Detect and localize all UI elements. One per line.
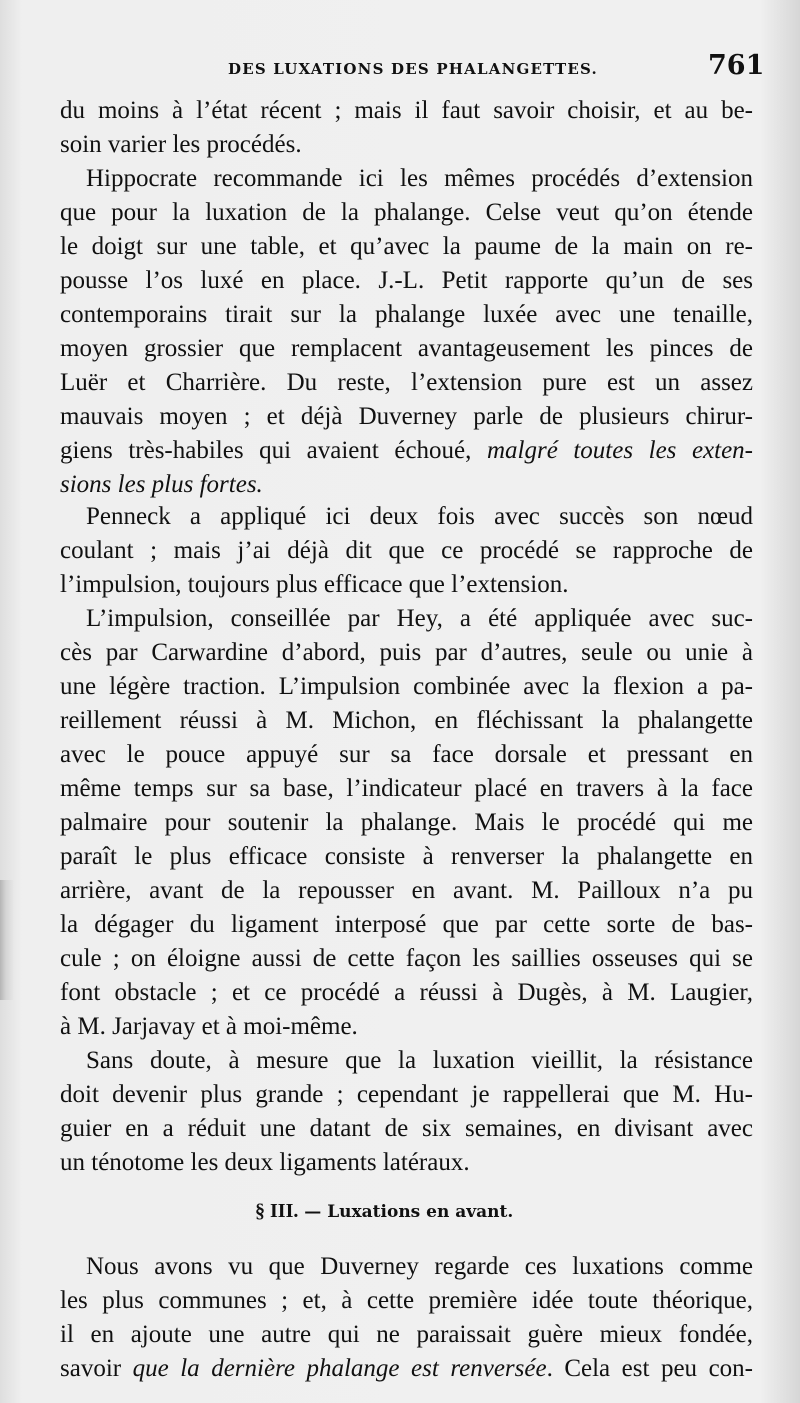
page-edge-shadow [0, 880, 14, 1000]
text-line: contemporains tirait sur la phalange luxée avec une tenaille, [60, 301, 753, 328]
italic-span: sions les plus fortes. [60, 471, 263, 498]
text-line: mauvais moyen ; et déjà Duverney parle de plusieurs chirur- [60, 403, 753, 430]
text-line: font obstacle ; et ce procédé a réussi à Dugès, à M. Laugier, [60, 979, 753, 1006]
text-line: un ténotome les deux ligaments latéraux. [60, 1149, 470, 1176]
text-line: L’impulsion, conseillée par Hey, a été appliquée avec suc- [86, 605, 753, 632]
italic-span: malgré toutes les exten- [486, 437, 754, 464]
italic-span: que la dernière phalange est renversée [132, 1355, 547, 1382]
text-line: cule ; on éloigne aussi de cette façon les saillies osseuses qui se [60, 945, 753, 972]
text-line: cès par Carwardine d’abord, puis par d’autres, seule ou unie à [60, 639, 753, 666]
text-line: paraît le plus efficace consiste à renverser la phalangette en [60, 843, 753, 870]
text-line: à M. Jarjavay et à moi-même. [60, 1013, 358, 1040]
text-line [60, 434, 753, 468]
text-span: . Cela est peu con- [546, 1355, 753, 1382]
section-number: § III. [255, 1200, 299, 1222]
text-span: giens très-habiles qui avaient échoué, [60, 437, 472, 464]
text-line: il en ajoute une autre qui ne paraissait guère mieux fondée, [60, 1321, 753, 1348]
section-title: — Luxations en avant. [304, 1202, 514, 1222]
text-line: reillement réussi à M. Michon, en fléchissant la phalangette [60, 707, 753, 734]
text-line: du moins à l’état récent ; mais il faut savoir choisir, et au be- [60, 97, 753, 124]
text-line: coulant ; mais j’ai déjà dit que ce procédé se rapproche de [60, 537, 753, 564]
text-line: la dégager du ligament interposé que par cette sorte de bas- [60, 911, 753, 938]
text-line: le doigt sur une table, et qu’avec la paume de la main on re- [60, 233, 753, 260]
text-line: même temps sur sa base, l’indicateur placé en travers à la face [60, 775, 753, 802]
text-line: une légère traction. L’impulsion combinée avec la flexion a pa- [60, 673, 753, 700]
section-heading [255, 1200, 513, 1223]
text-line: Nous avons vu que Duverney regarde ces luxations comme [86, 1253, 753, 1280]
text-span: savoir [60, 1355, 122, 1382]
text-line [60, 1352, 753, 1386]
text-line: Luër et Charrière. Du reste, l’extension pure est un assez [60, 369, 753, 396]
text-line: Sans doute, à mesure que la luxation vieillit, la résistance [86, 1047, 753, 1074]
text-line: palmaire pour soutenir la phalange. Mais le procédé qui me [60, 809, 753, 836]
text-line [60, 468, 753, 502]
text-line: que pour la luxation de la phalange. Celse veut qu’on étende [60, 199, 753, 226]
text-line: pousse l’os luxé en place. J.-L. Petit rapporte qu’un de ses [60, 267, 753, 294]
text-line: avec le pouce appuyé sur sa face dorsale et pressant en [60, 741, 753, 768]
text-line: les plus communes ; et, à cette première idée toute théorique, [60, 1287, 753, 1314]
text-line: guier en a réduit une datant de six semaines, en divisant avec [60, 1115, 753, 1142]
text-line: soin varier les procédés. [60, 131, 302, 158]
text-line: doit devenir plus grande ; cependant je rappellerai que M. Hu- [60, 1081, 753, 1108]
text-line: moyen grossier que remplacent avantageusement les pinces de [60, 335, 753, 362]
page-number: 761 [708, 50, 765, 81]
text-line: Hippocrate recommande ici les mêmes procédés d’extension [86, 165, 753, 192]
running-title: DES LUXATIONS DES PHALANGETTES. [228, 60, 598, 78]
text-line: arrière, avant de la repousser en avant. M. Pailloux n’a pu [60, 877, 753, 904]
text-line: Penneck a appliqué ici deux fois avec succès son nœud [86, 503, 753, 530]
text-line: l’impulsion, toujours plus efficace que l’extension. [60, 571, 569, 598]
